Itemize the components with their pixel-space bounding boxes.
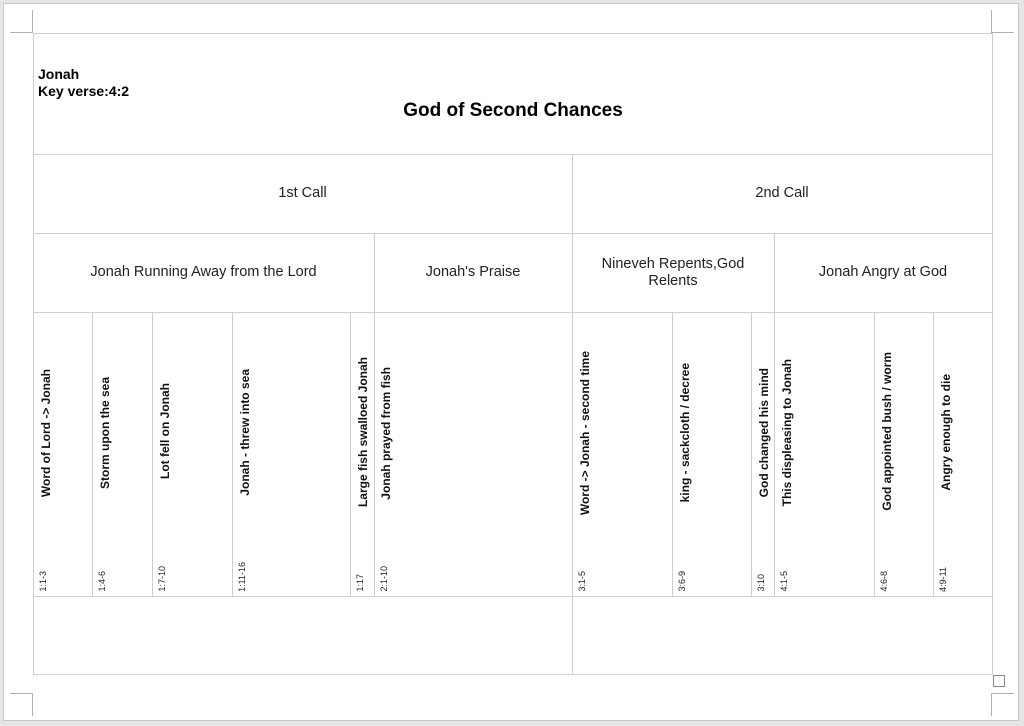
event-ref-5: 1:17: [355, 574, 365, 592]
event-ref-2: 1:4-6: [97, 571, 107, 592]
event-ref-1: 1:1-3: [38, 571, 48, 592]
document-title: God of Second Chances: [403, 100, 623, 121]
call-second: 2nd Call: [755, 185, 809, 201]
table-border-bottom: [33, 674, 993, 675]
key-verse: Key verse:4:2: [38, 83, 130, 99]
section-nineveh-repents: Nineveh Repents,God Relents: [601, 255, 745, 289]
table-border-right: [992, 33, 993, 674]
event-ref-10: 4:1-5: [779, 571, 789, 592]
divider-footer: [572, 596, 573, 674]
event-text-4: Jonah - threw into sea: [238, 369, 252, 496]
event-ref-11: 4:6-8: [879, 571, 889, 592]
crop-mark-top-right: [991, 10, 1014, 33]
event-text-3: Lot fell on Jonah: [158, 383, 172, 479]
event-text-2: Storm upon the sea: [98, 376, 112, 489]
event-ref-3: 1:7-10: [157, 566, 167, 592]
divider-event-4: [350, 312, 351, 596]
divider-event-2: [152, 312, 153, 596]
table-line-events-bottom: [33, 596, 993, 597]
book-name: Jonah: [38, 66, 80, 82]
event-text-7: Word -> Jonah - second time: [578, 350, 592, 515]
divider-event-11: [933, 312, 934, 596]
event-text-6: Jonah prayed from fish: [379, 367, 393, 500]
divider-event-10: [874, 312, 875, 596]
table-border-top: [33, 33, 993, 34]
event-text-9: God changed his mind: [757, 367, 771, 497]
event-ref-4: 1:11-16: [237, 562, 247, 592]
event-text-8: king - sackcloth / decree: [678, 362, 692, 502]
event-text-1: Word of Lord -> Jonah: [39, 368, 53, 497]
crop-mark-bottom-right: [991, 693, 1014, 716]
event-text-11: God appointed bush / worm: [880, 352, 894, 511]
resize-handle[interactable]: [993, 675, 1005, 687]
event-ref-9: 3:10: [756, 574, 766, 592]
event-ref-7: 3:1-5: [577, 571, 587, 592]
table-line-sections-bottom: [33, 312, 993, 313]
divider-event-7: [672, 312, 673, 596]
divider-event-1: [92, 312, 93, 596]
event-ref-6: 2:1-10: [379, 566, 389, 592]
event-ref-8: 3:6-9: [677, 571, 687, 592]
divider-event-8: [751, 312, 752, 596]
event-text-12: Angry enough to die: [939, 374, 953, 491]
event-text-5: Large fish swalloed Jonah: [356, 356, 370, 507]
table-border-left: [33, 33, 34, 674]
event-ref-12: 4:9-11: [938, 567, 948, 592]
section-jonahs-praise: Jonah's Praise: [425, 264, 521, 280]
section-jonah-angry: Jonah Angry at God: [818, 264, 948, 280]
divider-event-3: [232, 312, 233, 596]
crop-mark-top-left: [10, 10, 33, 33]
crop-mark-bottom-left: [10, 693, 33, 716]
section-running-away: Jonah Running Away from the Lord: [90, 264, 317, 280]
call-first: 1st Call: [278, 185, 327, 201]
event-text-10: This displeasing to Jonah: [780, 358, 794, 506]
